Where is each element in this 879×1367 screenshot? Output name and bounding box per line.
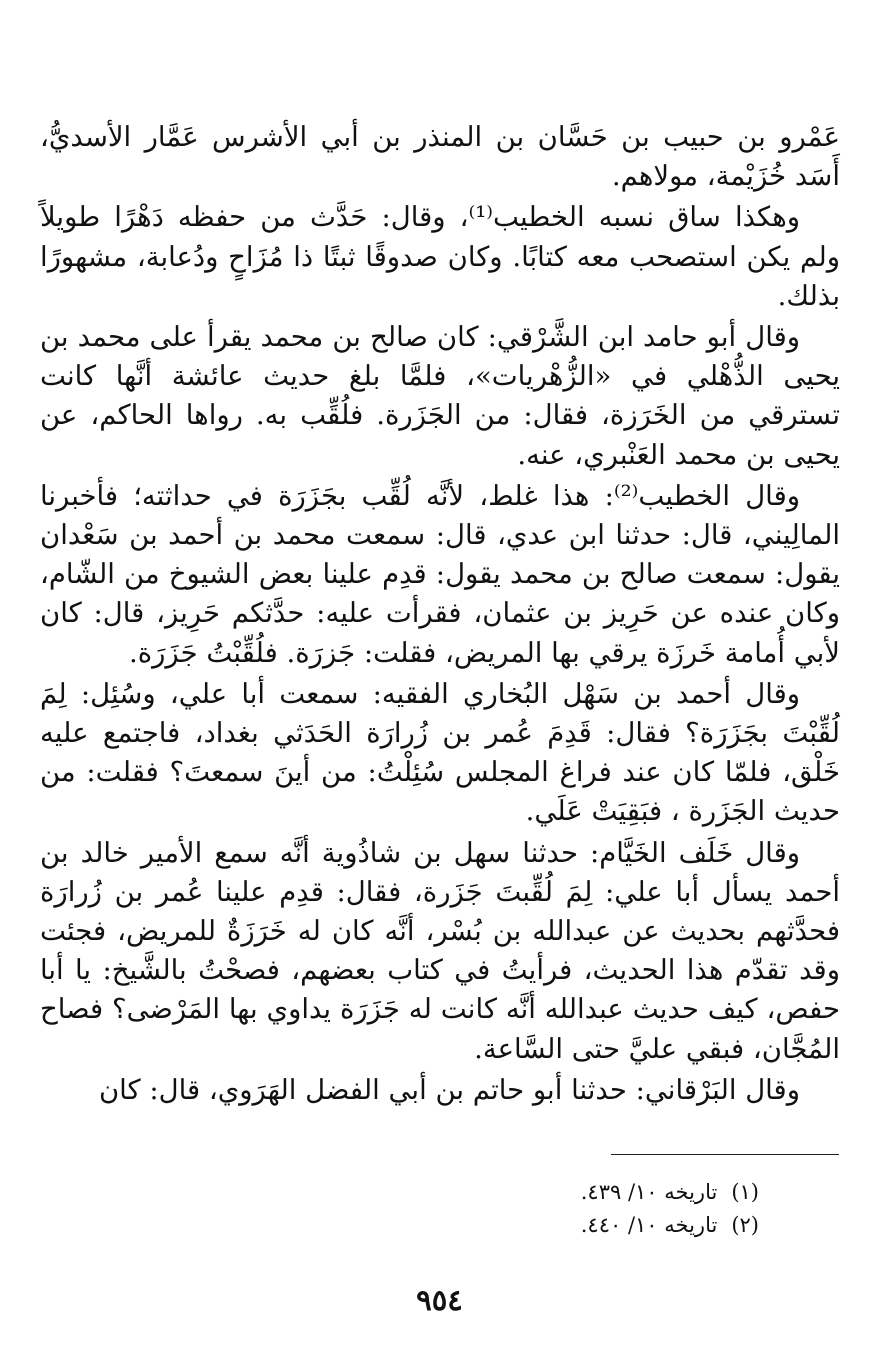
- paragraph-7: وقال البَرْقاني: حدثنا أبو حاتم بن أبي الفضل الهَرَوي، قال: كان: [98, 1073, 800, 1106]
- footnote-divider: [611, 1154, 839, 1155]
- page-number: ٩٥٤: [416, 1283, 463, 1317]
- footnote-number: (١): [731, 1180, 759, 1204]
- paragraph-1: عَمْرو بن حبيب بن حَسَّان بن المنذر بن أبي الأشرس عَمَّار الأسديُّ، أَسَد خُزَيْمة، مولاهم.: [40, 121, 840, 193]
- footnotes: [459, 1176, 759, 1242]
- footnote-text: تاريخه ١٠/ ٤٤٠.: [580, 1213, 718, 1237]
- paragraph-2: وهكذا ساق نسبه الخطيب⁽¹⁾، وقال: حَدَّث من حفظه دَهْرًا طويلاً ولم يكن استصحب معه كتابًا. وكان صدوقًا ثبتًا ذا مُزَاحٍ ودُعابة، مشهورًا بذلك.: [40, 201, 840, 312]
- paragraph-6: وقال خَلَف الخَيَّام: حدثنا سهل بن شاذُوية أنَّه سمع الأمير خالد بن أحمد يسأل أبا علي: لِمَ لُقِّبتَ جَزَرة، فقال: قدِم علينا عُمر بن زُرارَة فحدَّثهم بحديث عن عبدالله بن بُسْر، أنَّه كان له خَرَزَةٌ للمريض، فجئت وقد تقدّم هذا الحديث، فرأيتُ في كتاب بعضهم، فصحْتُ بالشَّيخ: يا أبا حفص، كيف حديث عبدالله أنَّه كانت له جَزَرَة يداوي بها المَرْضى؟ فصاح المُجَّان، فبقي عليَّ حتى السَّاعة.: [40, 836, 840, 1065]
- footnote-number: (٢): [731, 1213, 759, 1237]
- paragraph-3: وقال أبو حامد ابن الشَّرْقي: كان صالح بن محمد يقرأ على محمد بن يحيى الذُّهْلي في «الزُّهْريات»، فلمَّا بلغ حديث عائشة أنَّها كانت تسترقي من الخَرَزة، فقال: من الجَزَرة. فلُقِّب به. رواها الحاكم، عن يحيى بن محمد العَنْبري، عنه.: [40, 321, 840, 471]
- footnote-2: [459, 1209, 759, 1242]
- paragraph-5: وقال أحمد بن سَهْل البُخاري الفقيه: سمعت أبا علي، وسُئِل: لِمَ لُقِّبْتَ بجَزَرَة؟ فقال: قَدِمَ عُمر بن زُرارَة الحَدَثي بغداد، فاجتمع عليه خَلْق، فلمّا كان عند فراغ المجلس سُئِلْتُ: من أينَ سمعتَ؟ فقلت: من حديث الجَزَرة ، فبَقِيَتْ عَلَي.: [40, 677, 840, 828]
- paragraph-4: وقال الخطيب⁽²⁾: هذا غلط، لأنَّه لُقِّب بجَزَرَة في حداثته؛ فأخبرنا المالِيني، قال: حدثنا ابن عدي، قال: سمعت محمد بن أحمد بن سَعْدان يقول: سمعت صالح بن محمد يقول: قدِم علينا بعض الشيوخ من الشّام، وكان عنده عن حَرِيز بن عثمان، فقرأت عليه: حدَّثكم حَرِيز، قال: كان لأبي أُمامة خَرزَة يرقي بها المريض، فقلت: جَزرَة. فلُقِّبْتُ جَزَرَة.: [40, 479, 840, 669]
- footnote-1: [459, 1176, 759, 1209]
- page-body: [40, 118, 840, 1110]
- footnote-text: تاريخه ١٠/ ٤٣٩.: [580, 1180, 718, 1204]
